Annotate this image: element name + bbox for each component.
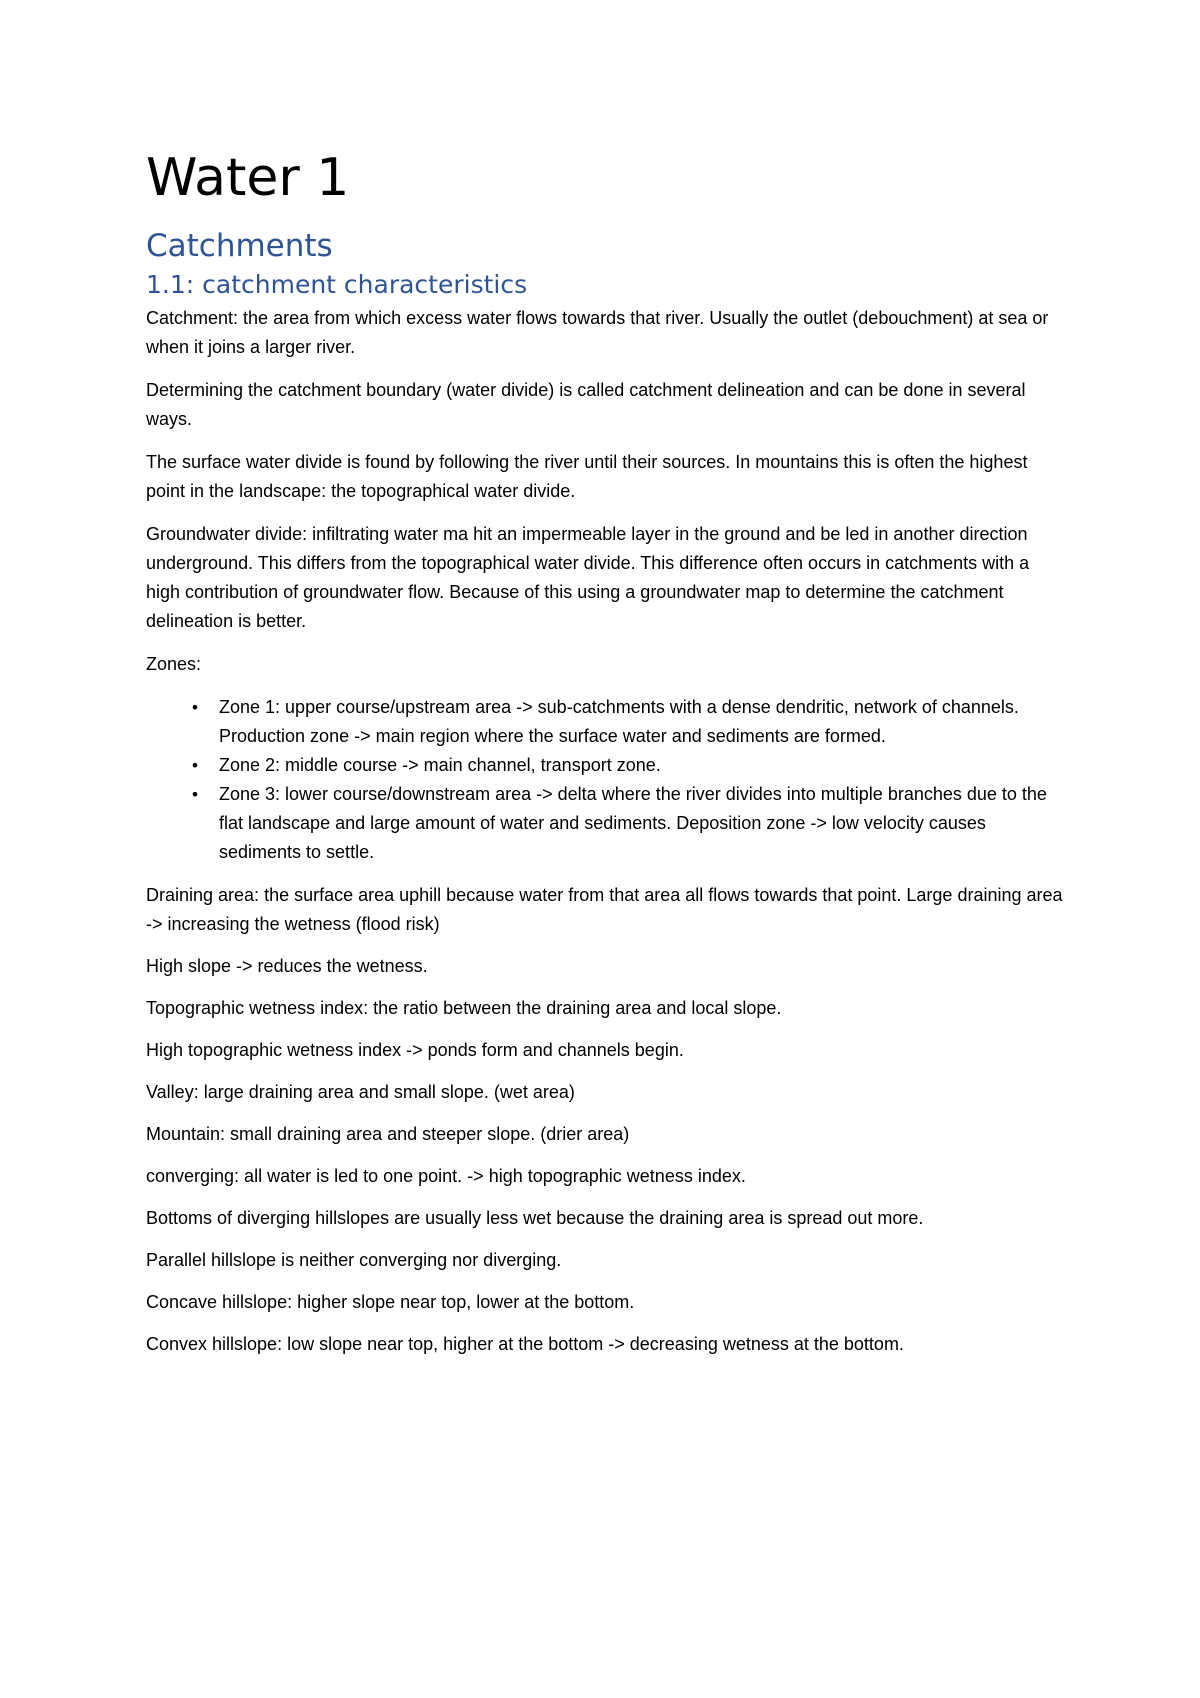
paragraph-groundwater-divide: Groundwater divide: infiltrating water ma hit an impermeable layer in the ground and be led in another direction underground. This differs from the topographical water divide. This difference often occurs in catchments with a high contribution of groundwater flow. Because of this using a groundwater map to determine the catchment delineation is better. [146,524,1030,631]
paragraph-surface-water-divide: The surface water divide is found by following the river until their sources. In mountains this is often the highest point in the landscape: the topographical water divide. [146,452,1028,501]
paragraph-valley: Valley: large draining area and small slope. (wet area) [146,1082,575,1102]
paragraph-concave: Concave hillslope: higher slope near top, lower at the bottom. [146,1292,635,1312]
zone-text: Zone 3: lower course/downstream area -> delta where the river divides into multiple branches due to the flat landscape and large amount of water and sediments. Deposition zone -> low velocity causes sediments to settle. [219,784,1047,862]
paragraph-high-twi: High topographic wetness index -> ponds form and channels begin. [146,1040,684,1060]
paragraph-converging: converging: all water is led to one point. -> high topographic wetness index. [146,1166,746,1186]
paragraph-zones-label: Zones: [146,654,202,674]
bullet-icon: • [190,756,200,775]
paragraph-diverging: Bottoms of diverging hillslopes are usually less wet because the draining area is spread out more. [146,1208,924,1228]
paragraph-mountain: Mountain: small draining area and steeper slope. (drier area) [146,1124,630,1144]
bullet-icon: • [190,698,200,717]
paragraph-high-slope: High slope -> reduces the wetness. [146,956,428,976]
list-item-zone-1 [146,693,1066,751]
paragraph-convex: Convex hillslope: low slope near top, higher at the bottom -> decreasing wetness at the bottom. [146,1334,904,1354]
document-title: Water 1 [146,148,350,208]
subsection-heading-catchment-characteristics: 1.1: catchment characteristics [146,270,528,299]
list-item-zone-3 [146,780,1066,867]
document-body [146,148,1066,1372]
paragraph-parallel: Parallel hillslope is neither converging nor diverging. [146,1250,562,1270]
paragraph-catchment-delineation: Determining the catchment boundary (water divide) is called catchment delineation and can be done in several ways. [146,380,1026,429]
paragraph-draining-area: Draining area: the surface area uphill because water from that area all flows towards that point. Large draining area -> increasing the wetness (flood risk) [146,885,1063,934]
zones-list [146,693,1066,867]
zone-text: Zone 1: upper course/upstream area -> sub-catchments with a dense dendritic, network of channels. Production zone -> main region where the surface water and sediments are formed. [219,697,1019,746]
zone-text: Zone 2: middle course -> main channel, transport zone. [219,755,661,775]
paragraph-catchment-definition: Catchment: the area from which excess water flows towards that river. Usually the outlet (debouchment) at sea or when it joins a larger river. [146,308,1049,357]
list-item-zone-2 [146,751,1066,780]
section-heading-catchments: Catchments [146,228,333,264]
bullet-icon: • [190,785,200,804]
paragraph-topographic-wetness-index: Topographic wetness index: the ratio between the draining area and local slope. [146,998,782,1018]
